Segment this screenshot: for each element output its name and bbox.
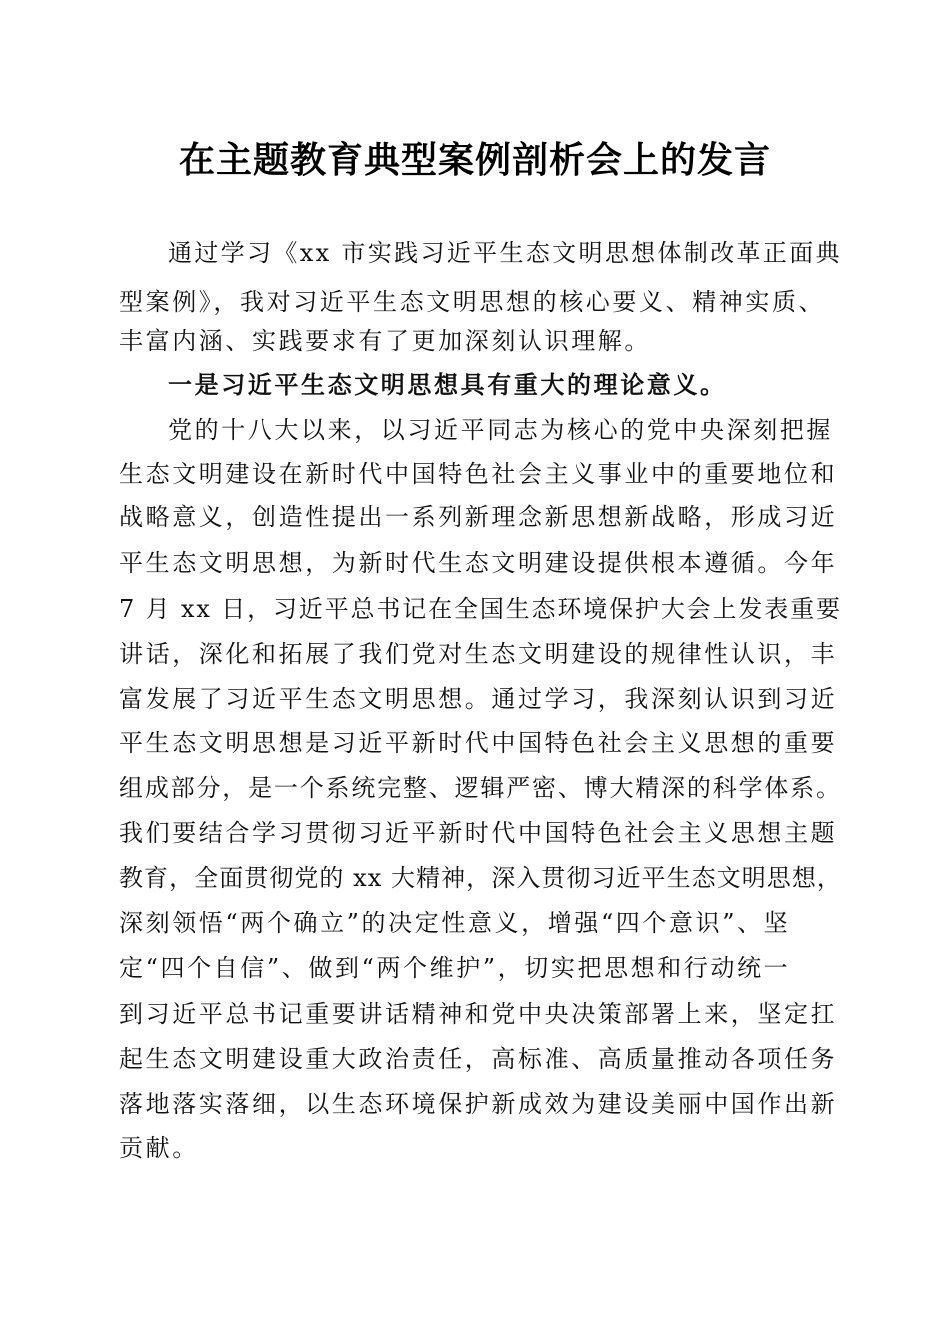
paragraph-line: 贡献。: [119, 1134, 199, 1162]
paragraph-line: 我们要结合学习贯彻习近平新时代中国特色社会主义思想主题: [119, 819, 838, 847]
paragraph-line: 党的十八大以来，以习近平同志为核心的党中央深刻把握: [168, 416, 833, 444]
paragraph-line: 定“四个自信”、做到“两个维护”，切实把思想和行动统一: [119, 954, 791, 982]
section-heading: 一是习近平生态文明思想具有重大的理论意义。: [168, 370, 727, 399]
paragraph-line: 型案例》，我对习近平生态文明思想的核心要义、精神实质、: [119, 288, 826, 316]
paragraph-line: 组成部分，是一个系统完整、逻辑严密、博大精深的科学体系。: [119, 774, 842, 802]
paragraph-line: 到习近平总书记重要讲话精神和党中央决策部署上来，坚定扛: [119, 1000, 838, 1028]
paragraph-line: 起生态文明建设重大政治责任，高标准、高质量推动各项任务: [119, 1045, 838, 1073]
paragraph-line: 生态文明建设在新时代中国特色社会主义事业中的重要地位和: [119, 460, 838, 488]
paragraph-line: 7 月 xx 日，习近平总书记在全国生态环境保护大会上发表重要: [119, 595, 842, 623]
paragraph-line: 平生态文明思想是习近平新时代中国特色社会主义思想的重要: [119, 729, 838, 757]
paragraph-line: 富发展了习近平生态文明思想。通过学习，我深刻认识到习近: [119, 685, 838, 713]
paragraph-line: 通过学习《xx 市实践习近平生态文明思想体制改革正面典: [168, 239, 842, 267]
paragraph-line: 落地落实落细，以生态环境保护新成效为建设美丽中国作出新: [119, 1090, 838, 1118]
paragraph-line: 丰富内涵、实践要求有了更加深刻认识理解。: [119, 327, 651, 355]
paragraph-line: 教育，全面贯彻党的 xx 大精神，深入贯彻习近平生态文明思想，: [119, 864, 842, 892]
paragraph-line: 战略意义，创造性提出一系列新理念新思想新战略，形成习近: [119, 503, 838, 531]
document-title: 在主题教育典型案例剖析会上的发言: [178, 139, 771, 181]
paragraph-line: 平生态文明思想，为新时代生态文明建设提供根本遵循。今年: [119, 549, 838, 577]
paragraph-line: 深刻领悟“两个确立”的决定性意义，增强“四个意识”、坚: [119, 909, 791, 937]
paragraph-line: 讲话，深化和拓展了我们党对生态文明建设的规律性认识，丰: [119, 640, 838, 668]
